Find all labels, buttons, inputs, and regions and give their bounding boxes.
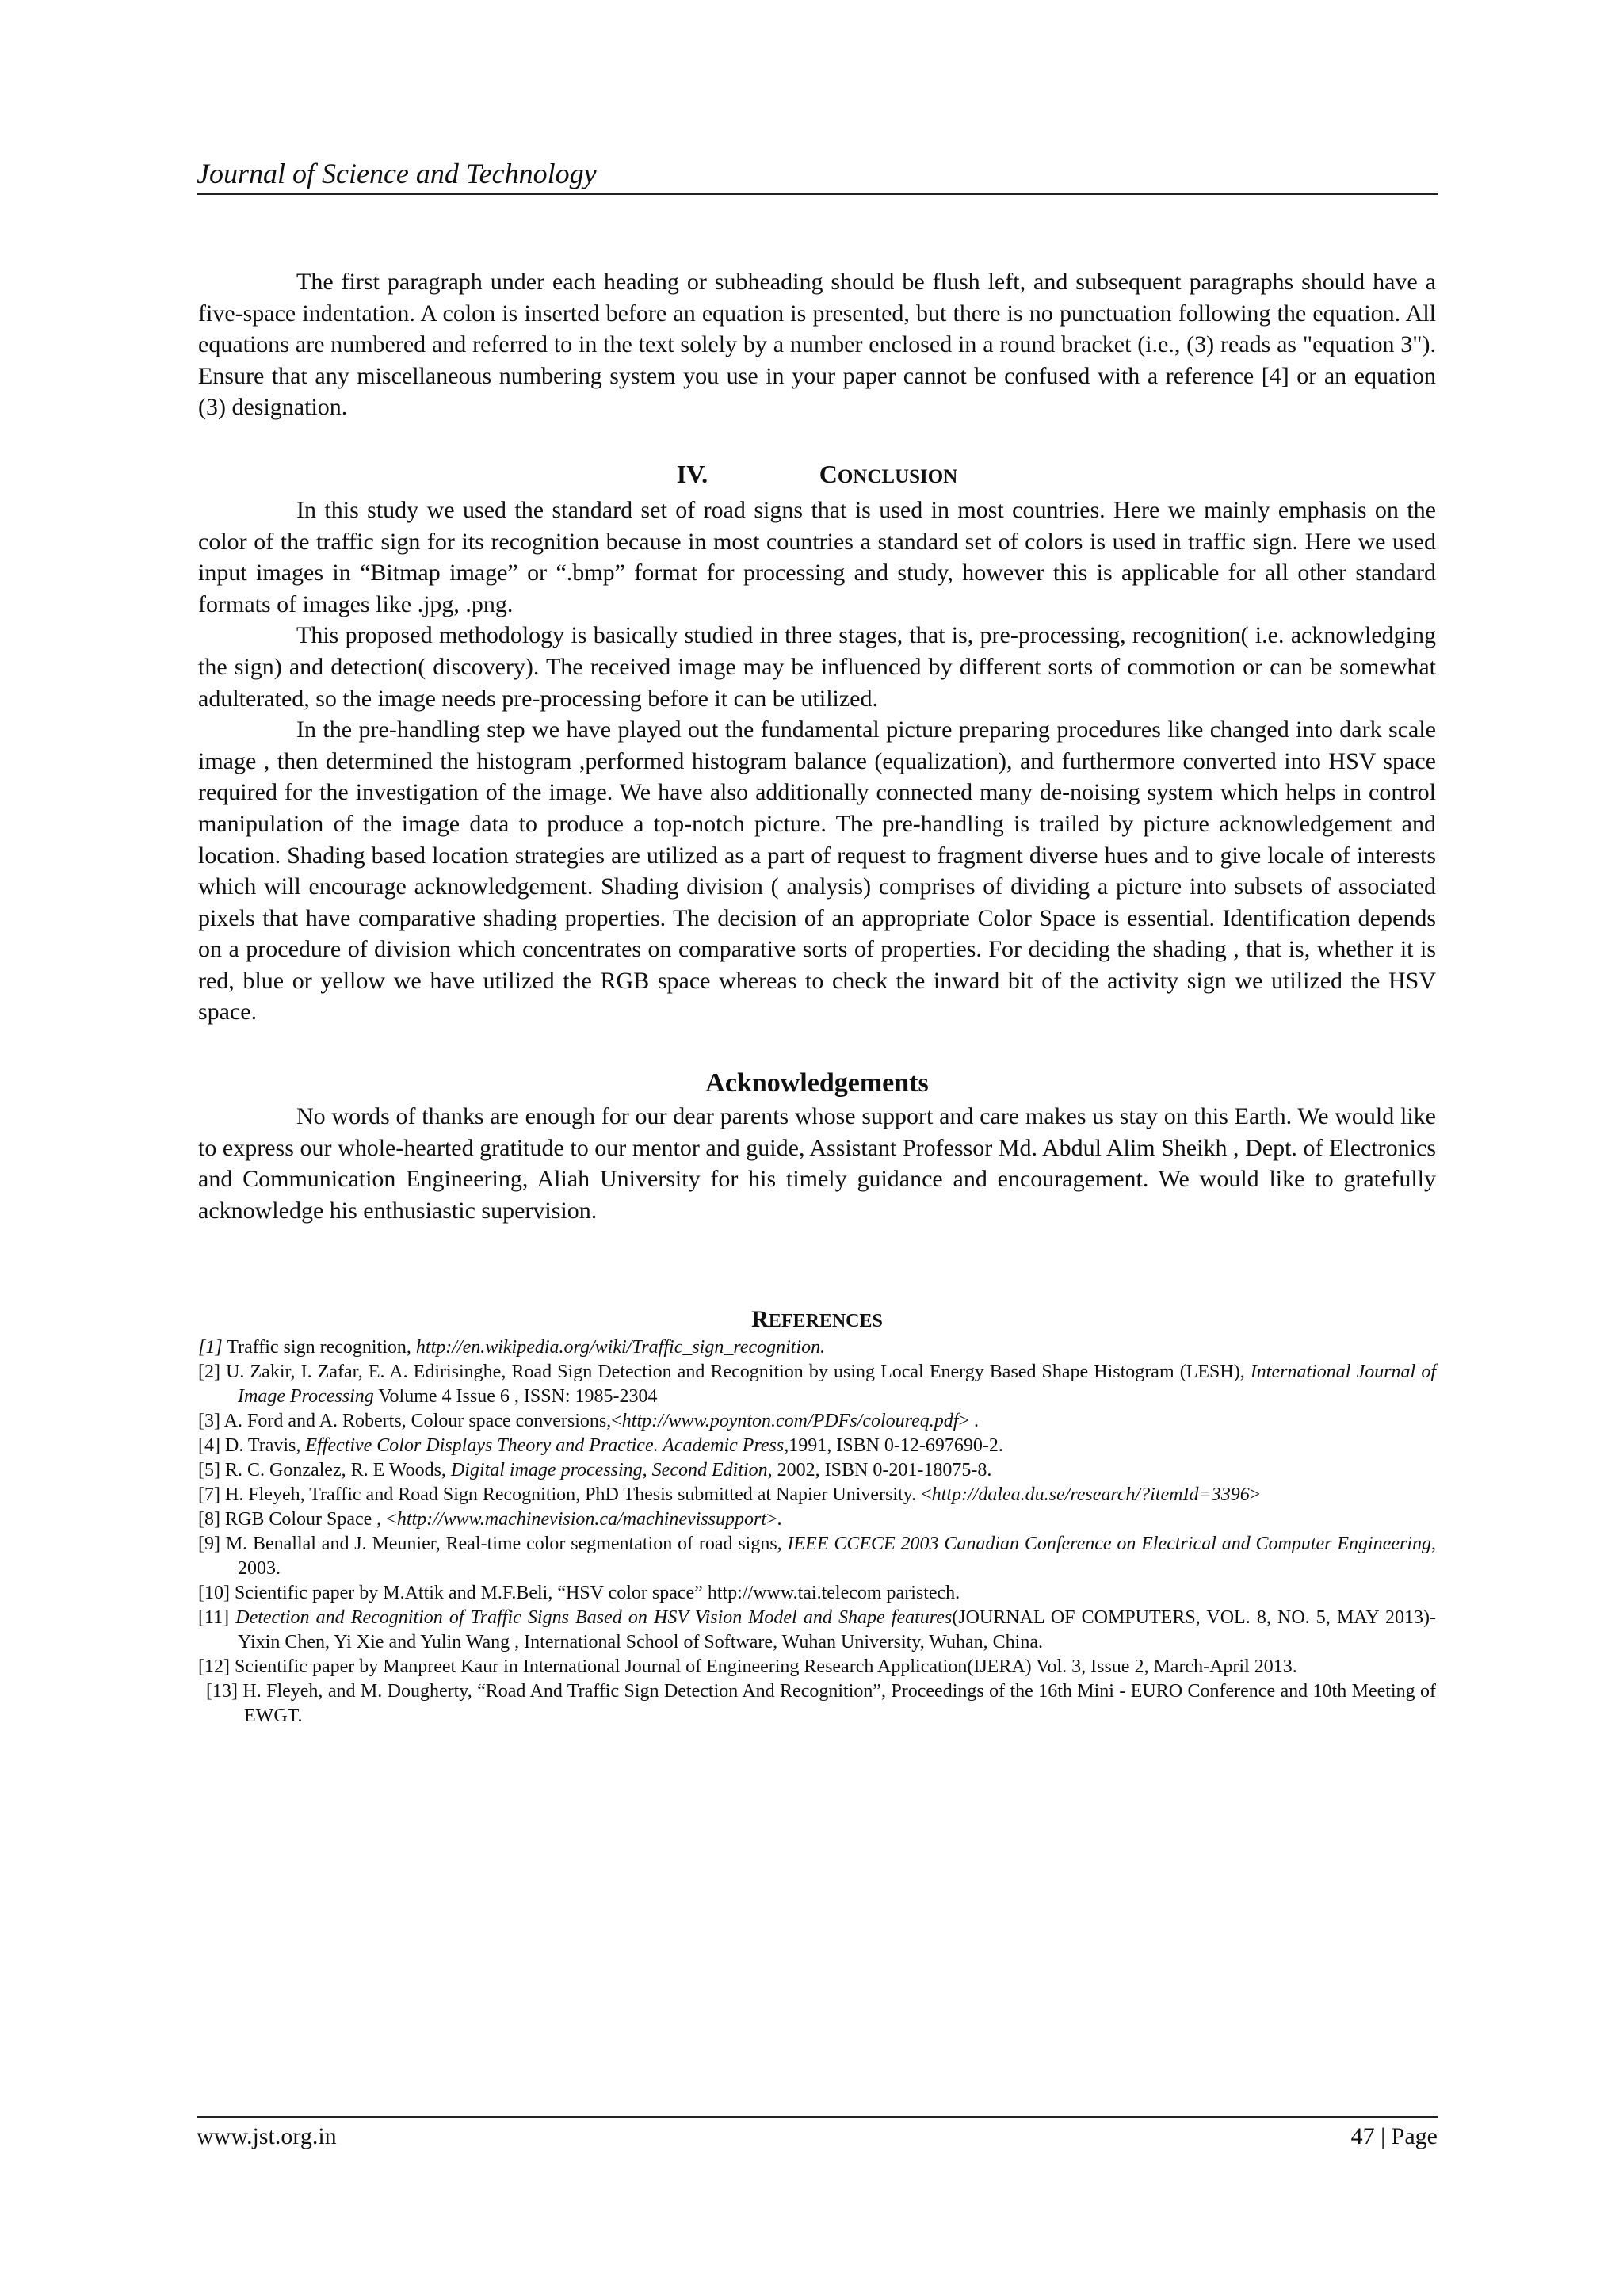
reference-link[interactable]: http://dalea.du.se/research/?itemId=3396 — [931, 1484, 1250, 1506]
section-title-rest: ONCLUSION — [837, 465, 958, 487]
reference-label: [1] — [198, 1337, 223, 1358]
reference-item: [11] Detection and Recognition of Traffic Signs Based on HSV Vision Model and Shape features(JOURNAL OF COMPUTERS, VOL. 8, NO. 5, MAY 2013)-Yixin Chen, Yi Xie and Yulin Wang , International School of Software, Wuhan University, Wuhan, China. — [198, 1607, 1436, 1653]
reference-item: [10] Scientific paper by M.Attik and M.F.Beli, “HSV color space” http://www.tai.telecom paristech. — [198, 1583, 960, 1604]
acknowledgements-heading: Acknowledgements — [705, 1068, 929, 1098]
intro-paragraph: The first paragraph under each heading or subheading should be flush left, and subsequent paragraphs should have a five-space indentation. A colon is inserted before an equation is presented, but there is no punctuation following the equation. All equations are numbered and referred to in the text solely by a number enclosed in a round bracket (i.e., (3) reads as "equation 3"). Ensure that any miscellaneous numbering system you use in your paper cannot be confused with a reference [4] or an equation (3) designation. — [198, 269, 1436, 421]
journal-title: Journal of Science and Technology — [197, 158, 597, 189]
reference-item: [2] U. Zakir, I. Zafar, E. A. Edirisinghe, Road Sign Detection and Recognition by using Local Energy Based Shape Histogram (LESH), International Journal of Image Processing Volume 4 Issue 6 , ISSN: 1985-2304 — [198, 1362, 1436, 1408]
reference-link[interactable]: http://www.machinevision.ca/machinevissupport — [396, 1509, 767, 1530]
references-heading — [198, 1307, 1436, 1334]
reference-item: [1] Traffic sign recognition, http://en.wikipedia.org/wiki/Traffic_sign_recognition. — [198, 1337, 826, 1358]
conclusion-paragraph-3: In the pre-handling step we have played out the fundamental picture preparing procedures like changed into dark scale image , then determined the histogram ,performed histogram balance (equalization), and furthermore converted into HSV space required for the investigation of the image. We have also additionally connected many de-noising system which helps in control manipulation of the image data to produce a top-notch picture. The pre-handling is trailed by picture acknowledgement and location. Shading based location strategies are utilized as a part of request to fragment diverse hues and to give locale of interests which will encourage acknowledgement. Shading division ( analysis) comprises of dividing a picture into subsets of associated pixels that have comparative shading properties. The decision of an appropriate Color Space is essential. Identification depends on a procedure of division which concentrates on comparative sorts of properties. For deciding the shading , that is, whether it is red, blue or yellow we have utilized the RGB space whereas to check the inward bit of the activity sign we utilized the HSV space. — [198, 716, 1436, 1026]
running-header — [197, 155, 1438, 195]
reference-item: [8] RGB Colour Space , <http://www.machinevision.ca/machinevissupport>. — [198, 1509, 782, 1530]
reference-item: [9] M. Benallal and J. Meunier, Real-time color segmentation of road signs, IEEE CCECE 2003 Canadian Conference on Electrical and Computer Engineering, 2003. — [198, 1534, 1436, 1580]
page-footer — [197, 2116, 1438, 2153]
reference-link[interactable]: http://www.poynton.com/PDFs/coloureq.pdf — [621, 1411, 959, 1432]
reference-list — [198, 1335, 1436, 1729]
acknowledgements-paragraph: No words of thanks are enough for our dear parents whose support and care makes us stay on this Earth. We would like to express our whole-hearted gratitude to our mentor and guide, Assistant Professor Md. Abdul Alim Sheikh , Dept. of Electronics and Communication Engineering, Aliah University for his timely guidance and encouragement. We would like to gratefully acknowledge his enthusiastic supervision. — [198, 1103, 1436, 1224]
conclusion-paragraph-1: In this study we used the standard set of road signs that is used in most countries. Here we mainly emphasis on the color of the traffic sign for its recognition because in most countries a standard set of colors is used in traffic sign. Here we used input images in “Bitmap image” or “.bmp” format for processing and study, however this is applicable for all other standard formats of images like .jpg, .png. — [198, 496, 1436, 617]
conclusion-paragraph-2: This proposed methodology is basically studied in three stages, that is, pre-processing, recognition( i.e. acknowledging the sign) and detection( discovery). The received image may be influenced by different sorts of commotion or can be somewhat adulterated, so the image needs pre-processing before it can be utilized. — [198, 622, 1436, 712]
reference-item: [12] Scientific paper by Manpreet Kaur in International Journal of Engineering Research Application(IJERA) Vol. 3, Issue 2, March-April 2013. — [198, 1656, 1297, 1678]
references-title-initial: R — [751, 1306, 769, 1333]
footer-page-number: 47 | Page — [1350, 2123, 1438, 2149]
reference-item: [5] R. C. Gonzalez, R. E Woods, Digital image processing, Second Edition, 2002, ISBN 0-201-18075-8. — [198, 1460, 992, 1481]
reference-item: [13] H. Fleyeh, and M. Dougherty, “Road And Traffic Sign Detection And Recognition”, Proceedings of the 16th Mini - EURO Conference and 10th Meeting of EWGT. — [206, 1681, 1436, 1727]
reference-item: [4] D. Travis, Effective Color Displays Theory and Practice. Academic Press,1991, ISBN 0-12-697690-2. — [198, 1435, 1003, 1457]
section-number: IV. — [676, 459, 708, 488]
references-title-rest: EFERENCES — [768, 1311, 883, 1332]
reference-item: [7] H. Fleyeh, Traffic and Road Sign Recognition, PhD Thesis submitted at Napier University. <http://dalea.du.se/research/?itemId=3396> — [198, 1484, 1261, 1506]
reference-link[interactable]: http://en.wikipedia.org/wiki/Traffic_sign_recognition. — [415, 1337, 826, 1358]
conclusion-heading — [198, 458, 1436, 493]
page-body — [198, 266, 1436, 1729]
reference-item: [3] A. Ford and A. Roberts, Colour space conversions,<http://www.poynton.com/PDFs/coloureq.pdf> . — [198, 1411, 979, 1432]
footer-website[interactable]: www.jst.org.in — [197, 2123, 337, 2149]
section-title-initial: C — [819, 459, 838, 488]
